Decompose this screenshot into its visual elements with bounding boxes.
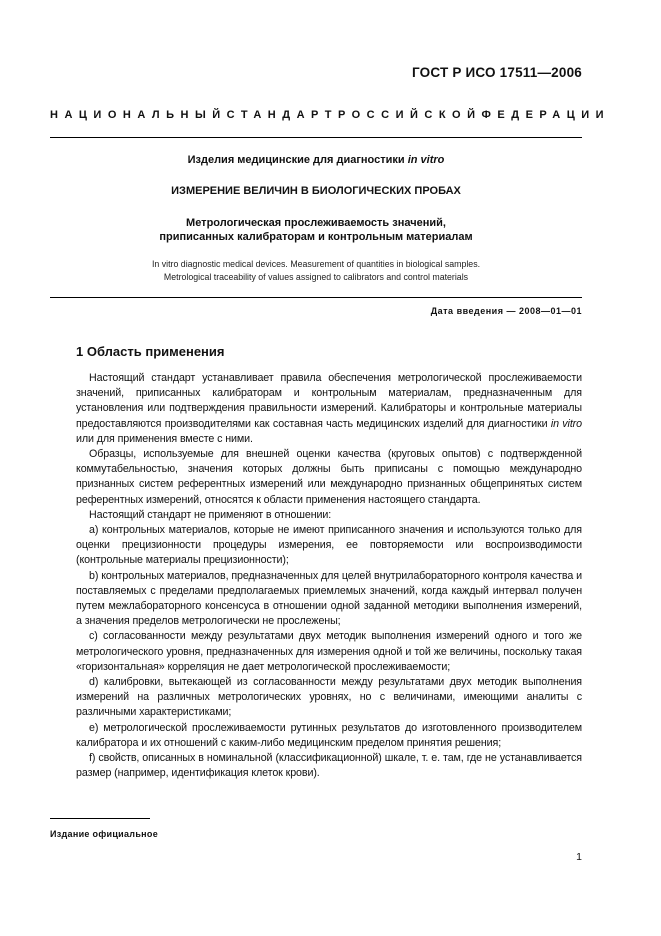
footer-divider	[50, 818, 150, 819]
section-heading: 1 Область применения	[76, 344, 225, 359]
title-line-1-text: Изделия медицинские для диагностики	[187, 154, 408, 166]
national-standard-header	[50, 109, 611, 121]
title-line-1	[50, 154, 582, 166]
header-word: НАЦИОНАЛЬНЫЙ	[50, 109, 227, 121]
section-body	[76, 371, 582, 781]
english-title-line-1: In vitro diagnostic medical devices. Measurement of quantities in biological samples.	[151, 259, 481, 269]
list-item: а) контрольных материалов, которые не имеют приписанного значения и используются только для оценки прецизионности процедуры измерения, ее повторяемости или воспроизводимости (контрольные материалы прецизионности);	[76, 524, 582, 567]
title-line-1-italic: in vitro	[407, 154, 445, 166]
paragraph: Образцы, используемые для внешней оценки качества (круговых опытов) с подтвержденной коммутабельностью, значения которых должны быть приписаны с помощью международно признанных систем референтных измерений или международно признанных общепринятых систем референтных измерений, относятся к области применения настоящего стандарта.	[76, 448, 582, 506]
header-divider	[50, 137, 582, 138]
english-title	[50, 258, 582, 284]
title-line-3	[50, 216, 582, 244]
title-line-2: ИЗМЕРЕНИЕ ВЕЛИЧИН В БИОЛОГИЧЕСКИХ ПРОБАХ	[171, 185, 461, 197]
edition-label: Издание официальное	[50, 829, 159, 839]
introduction-date: Дата введения — 2008—01—01	[430, 306, 582, 316]
document-number: ГОСТ Р ИСО 17511—2006	[411, 65, 582, 80]
title-block	[50, 154, 582, 284]
title-divider	[50, 297, 582, 298]
title-line-3a: Метрологическая прослеживаемость значений,	[186, 217, 446, 229]
title-line-3b: приписанных калибраторам и контрольным материалам	[159, 231, 473, 243]
paragraph: Настоящий стандарт не применяют в отношении:	[89, 508, 332, 521]
list-item: с) согласованности между результатами двух методик выполнения измерений одного и того же метрологического уровня, предназначенных для измерения одной и той же величины, поскольку такая «горизонтальная» корреляция не дает метрологической прослеживаемости;	[76, 630, 582, 673]
list-item: b) контрольных материалов, предназначенных для целей внутрилабораторного контроля качества и поставляемых с пределами предполагаемых приемлемых значений, когда каждый интервал получен путем межлабораторного консенсуса в отношении одной заданной методики выполнения измерений, а значения пределов метрологически не прослежены;	[76, 569, 582, 628]
list-item: е) метрологической прослеживаемости рутинных результатов до изготовленного производителем калибратора и их отношений с каким-либо медицинским пределом принятия решения;	[76, 721, 582, 749]
header-word: СТАНДАРТ	[226, 109, 338, 121]
paragraph-text: Настоящий стандарт устанавливает правила обеспечения метрологической прослеживаемости значений, приписанных калибраторам и контрольным материалам, предназначенным для установления или подтверждения правильности измерений. Калибраторы и контрольные материалы предоставляются производителями как составная часть медицинских изделий для диагностики	[76, 372, 582, 430]
header-word: ФЕДЕРАЦИИ	[481, 109, 611, 121]
paragraph-text: или для применения вместе с ними.	[76, 432, 253, 445]
paragraph	[76, 371, 582, 447]
list-item: f) свойств, описанных в номинальной (классификационной) шкале, т. е. там, где не устанавливается размер (например, идентификация клеток крови).	[76, 752, 582, 780]
header-word: РОССИЙСКОЙ	[337, 109, 482, 121]
list-item: d) калибровки, вытекающей из согласованности между результатами двух методик выполнения измерений на различных метрологических уровнях, но с величинами, имеющими аналиты с различными характеристиками;	[76, 676, 582, 719]
english-title-line-2: Metrological traceability of values assigned to calibrators and control materials	[163, 272, 469, 282]
paragraph-italic: in vitro	[550, 417, 582, 430]
page-number: 1	[576, 851, 582, 863]
